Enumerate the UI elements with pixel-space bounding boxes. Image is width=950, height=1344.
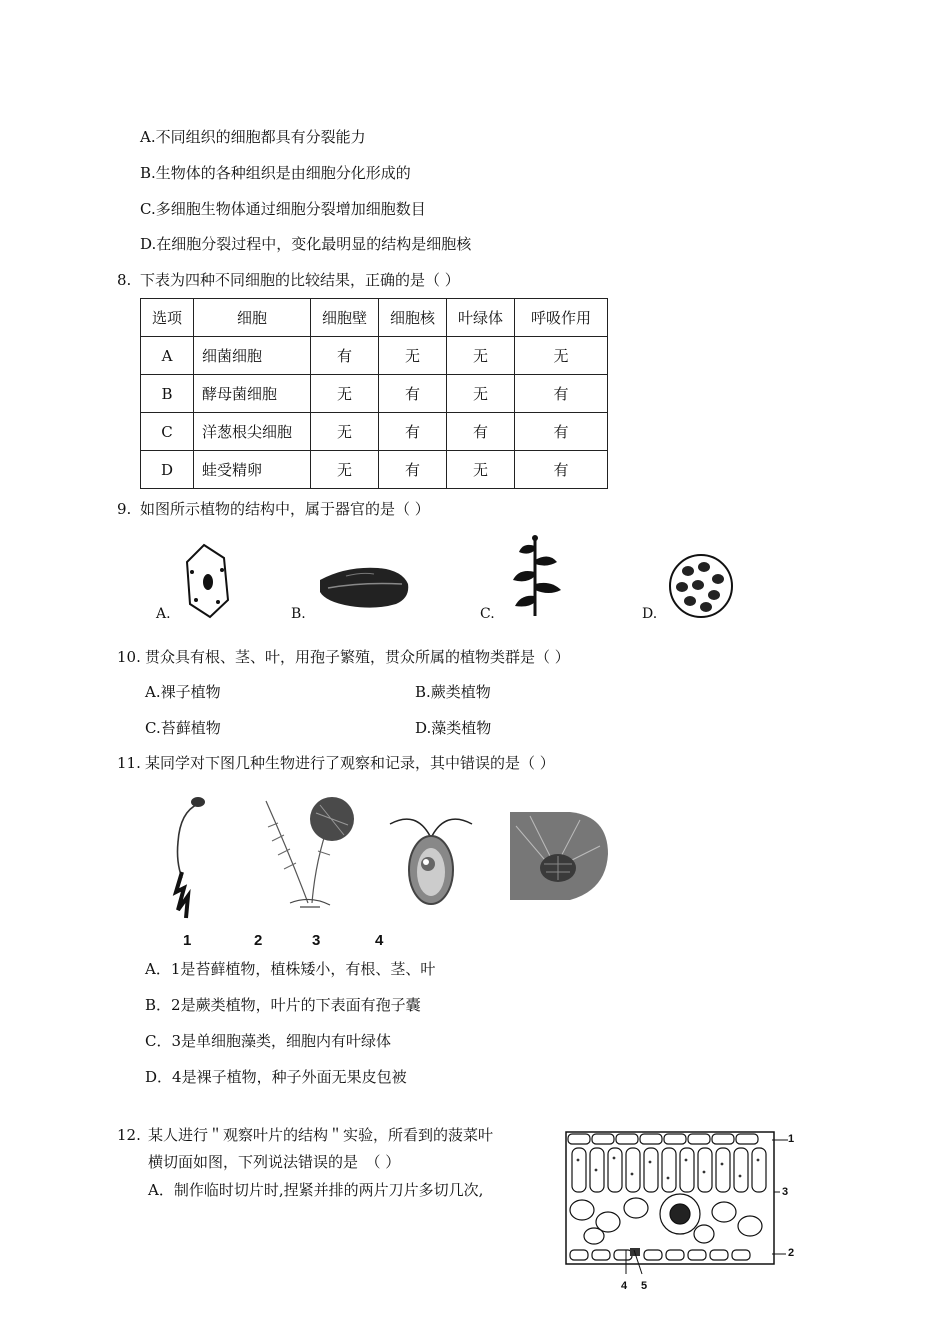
leaf-label-1: 1 (788, 1133, 795, 1145)
figure-number: 4 (375, 932, 384, 949)
table-row (141, 413, 608, 451)
q7-option-d: D.在细胞分裂过程中，变化最明显的结构是细胞核 (140, 235, 472, 253)
whole-plant-illustration (505, 532, 567, 618)
table-cell: 无 (311, 451, 379, 489)
q11-number: 11. (117, 754, 141, 772)
q11-option-b: B．2是蕨类植物，叶片的下表面有孢子囊 (145, 996, 421, 1014)
q7-option-a: A.不同组织的细胞都具有分裂能力 (140, 128, 366, 146)
table-cell: 有 (515, 375, 608, 413)
chlamydomonas-illustration (386, 806, 476, 910)
table-cell: 酵母菌细胞 (194, 375, 311, 413)
q10-option-b: B.蕨类植物 (415, 683, 491, 701)
q12-number: 12. (117, 1126, 141, 1144)
moss-illustration (160, 792, 212, 922)
table-cell: 细菌细胞 (194, 337, 311, 375)
table-header: 细胞 (194, 299, 311, 337)
q7-option-b: B.生物体的各种组织是由细胞分化形成的 (140, 164, 411, 182)
leaf-label-5: 5 (641, 1280, 648, 1292)
q7-option-c: C.多细胞生物体通过细胞分裂增加细胞数目 (140, 200, 426, 218)
q12-stem-line2: 横切面如图，下列说法错误的是 （ ） (148, 1153, 401, 1171)
fern-illustration (260, 795, 360, 913)
q10-stem: 贯众具有根、茎、叶，用孢子繁殖，贯众所属的植物类群是（ ） (145, 648, 570, 666)
table-cell: 有 (515, 451, 608, 489)
q11-option-a: A．1是苔藓植物，植株矮小，有根、茎、叶 (145, 960, 436, 978)
q9-label-d: D. (642, 606, 658, 622)
q9-number: 9. (117, 500, 132, 518)
table-cell: 有 (311, 337, 379, 375)
leaf-label-leaders (620, 1250, 660, 1280)
table-cell: 无 (311, 375, 379, 413)
table-cell: A (141, 337, 194, 375)
table-header: 细胞核 (379, 299, 447, 337)
table-cell: D (141, 451, 194, 489)
figure-number: 2 (254, 932, 263, 949)
q12-stem-line1: 某人进行＂观察叶片的结构＂实验，所看到的菠菜叶 (148, 1126, 494, 1144)
q9-stem: 如图所示植物的结构中，属于器官的是（ ） (140, 500, 430, 518)
q11-option-c: C．3是单细胞藻类，细胞内有叶绿体 (145, 1032, 392, 1050)
q10-number: 10. (117, 648, 141, 666)
table-cell: 无 (311, 413, 379, 451)
leaf-label-3: 3 (782, 1186, 789, 1198)
pine-cone-illustration (510, 806, 610, 902)
leaf-tissue-illustration (316, 562, 412, 612)
table-cell: 有 (447, 413, 515, 451)
table-header: 叶绿体 (447, 299, 515, 337)
q12-option-a: A．制作临时切片时,捏紧并排的两片刀片多切几次, (148, 1181, 484, 1199)
q10-option-c: C.苔藓植物 (145, 719, 221, 737)
table-header: 选项 (141, 299, 194, 337)
table-row (141, 451, 608, 489)
q8-number: 8. (117, 271, 132, 289)
table-cell: 有 (379, 451, 447, 489)
leaf-label-2: 2 (788, 1247, 795, 1259)
table-cell: 无 (447, 337, 515, 375)
table-cell: 无 (515, 337, 608, 375)
comparison-table (140, 298, 608, 489)
q11-stem: 某同学对下图几种生物进行了观察和记录，其中错误的是（ ） (145, 754, 555, 772)
leaf-cross-section-illustration (564, 1130, 776, 1268)
table-cell: 无 (379, 337, 447, 375)
cell-tissue-circle-illustration (668, 553, 734, 619)
q10-option-d: D.藻类植物 (415, 719, 492, 737)
table-cell: 有 (379, 413, 447, 451)
leaf-diagram-leader-lines (772, 1130, 802, 1270)
table-header-row (141, 299, 608, 337)
table-cell: 蛙受精卵 (194, 451, 311, 489)
table-cell: 无 (447, 451, 515, 489)
table-cell: 有 (379, 375, 447, 413)
table-cell: C (141, 413, 194, 451)
table-header: 呼吸作用 (515, 299, 608, 337)
q11-option-d: D．4是裸子植物，种子外面无果皮包被 (145, 1068, 407, 1086)
figure-number: 3 (312, 932, 321, 949)
q9-label-b: B. (291, 606, 306, 622)
table-row (141, 337, 608, 375)
leaf-label-4: 4 (621, 1280, 628, 1292)
table-cell: B (141, 375, 194, 413)
table-cell: 洋葱根尖细胞 (194, 413, 311, 451)
q10-option-a: A.裸子植物 (145, 683, 221, 701)
q8-stem: 下表为四种不同细胞的比较结果，正确的是（ ） (140, 271, 460, 289)
q9-label-a: A. (156, 606, 171, 622)
table-row (141, 375, 608, 413)
table-header: 细胞壁 (311, 299, 379, 337)
table-cell: 无 (447, 375, 515, 413)
table-cell: 有 (515, 413, 608, 451)
figure-number: 1 (183, 932, 192, 949)
plant-cell-illustration (182, 542, 234, 620)
q9-label-c: C. (480, 606, 495, 622)
